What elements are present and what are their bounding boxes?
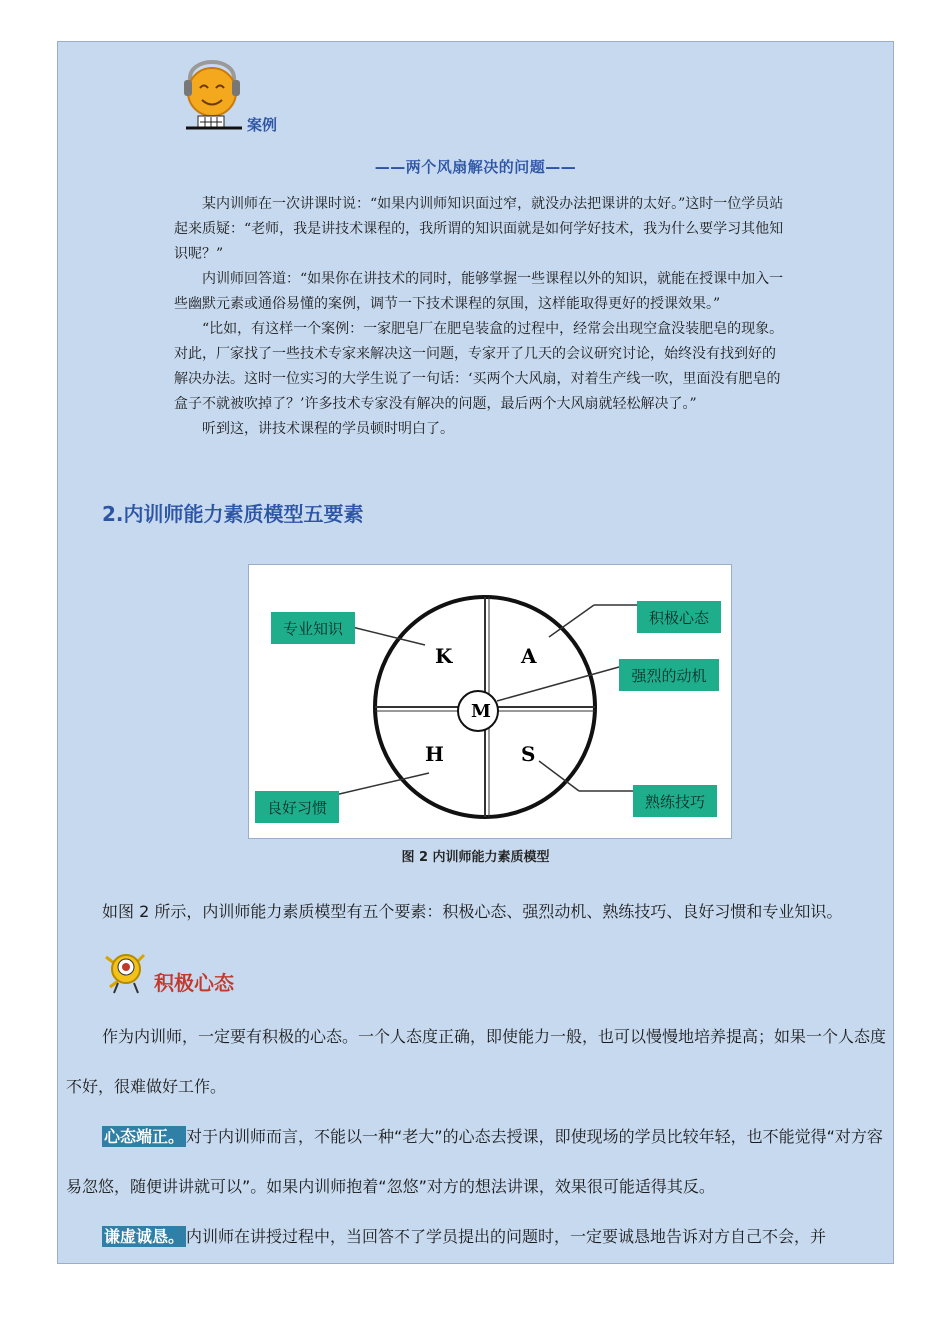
letter-h: H: [425, 742, 444, 766]
attitude-point-2: [66, 1212, 892, 1262]
attitude-point-1: [66, 1112, 892, 1212]
attitude-section: [66, 1012, 892, 1262]
letter-s: S: [521, 742, 536, 766]
label-skill: 熟练技巧: [644, 793, 706, 811]
competency-model-svg: [249, 565, 731, 838]
letter-k: K: [435, 644, 453, 668]
case-title: ——两个风扇解决的问题——: [374, 158, 577, 176]
competency-model-diagram: [248, 564, 732, 839]
mascot-headset-icon: [178, 44, 248, 134]
letter-m: M: [471, 701, 491, 722]
label-habit: 良好习惯: [266, 799, 328, 817]
attitude-intro: 作为内训师，一定要有积极的心态。一个人态度正确，即使能力一般，也可以慢慢地培养提高；如果一个人态度不好，很难做好工作。: [66, 1027, 887, 1096]
point2-text: 内训师在讲授过程中，当回答不了学员提出的问题时，一定要诚恳地告诉对方自己不会，并: [186, 1227, 827, 1246]
letter-a: A: [521, 644, 537, 668]
label-knowledge: 专业知识: [282, 620, 344, 638]
story-paragraph: 内训师回答道：“如果你在讲技术的同时，能够掌握一些课程以外的知识，就能在授课中加入一些幽默元素或通俗易懂的案例，调节一下技术课程的氛围，这样能取得更好的授课效果。”: [174, 271, 784, 312]
point1-label: 心态端正。: [104, 1127, 185, 1146]
diagram-caption: 图 2 内训师能力素质模型: [401, 850, 550, 865]
point1-text: 对于内训师而言，不能以一种“老大”的心态去授课，即使现场的学员比较年轻，也不能觉得“对方容易忽悠，随便讲讲就可以”。如果内训师抱着“忽悠”对方的想法讲课，效果很可能适得其反。: [66, 1127, 883, 1196]
story-paragraph: “比如，有这样一个案例：一家肥皂厂在肥皂装盒的过程中，经常会出现空盒没装肥皂的现象。对此，厂家找了一些技术专家来解决这一问题，专家开了几天的会议研究讨论，始终没有找到好的解决办法。这时一位实习的大学生说了一句话：‘买两个大风扇，对着生产线一吹，里面没有肥皂的盒子不就被吹掉了？’许多技术专家没有解决的问题，最后两个大风扇就轻松解决了。”: [174, 321, 784, 412]
document-page: [57, 41, 894, 1264]
story-paragraph: 某内训师在一次讲课时说：“如果内训师知识面过窄，就没办法把课讲的太好。”这时一位学员站起来质疑：“老师，我是讲技术课程的，我所谓的知识面就是如何学好技术，我为什么要学习其他知识呢？”: [174, 196, 784, 262]
section-heading: 2.内训师能力素质模型五要素: [102, 502, 364, 526]
point2-label: 谦虚诚恳。: [104, 1227, 185, 1246]
story-paragraph: 听到这，讲技术课程的学员顿时明白了。: [202, 421, 454, 437]
label-attitude: 积极心态: [648, 609, 710, 627]
summary-text: 如图 2 所示，内训师能力素质模型有五个要素：积极心态、强烈动机、熟练技巧、良好习惯和专业知识。: [102, 902, 843, 921]
case-story: [174, 192, 786, 442]
attitude-heading: 积极心态: [154, 971, 234, 995]
eyeball-mascot-icon: [100, 947, 152, 995]
case-label: 案例: [247, 116, 278, 134]
label-motivation: 强烈的动机: [631, 667, 707, 685]
